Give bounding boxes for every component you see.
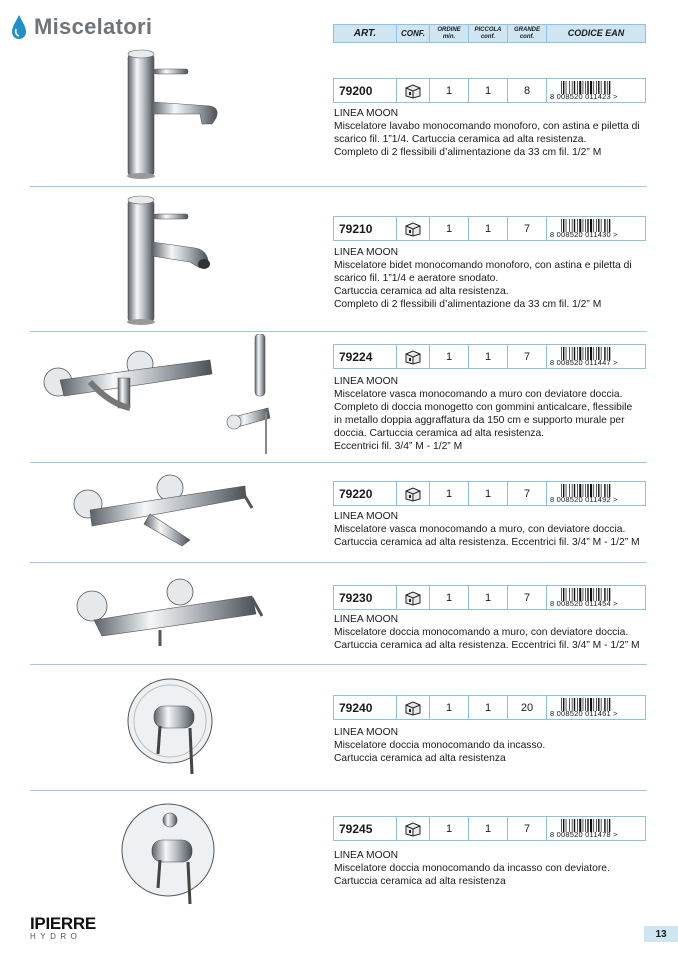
ean-code: 8 008520 011423 > <box>550 92 618 101</box>
description-line: LINEA MOON <box>334 727 399 738</box>
grande-conf: 7 <box>508 482 547 505</box>
product-code-row <box>333 78 646 103</box>
product-description <box>334 849 654 888</box>
water-drop-icon <box>10 14 28 40</box>
product-code-row <box>333 816 646 841</box>
ean-cell <box>547 345 645 368</box>
grande-conf: 20 <box>508 696 547 719</box>
grande-conf: 7 <box>508 817 547 840</box>
ordine-min: 1 <box>430 586 469 609</box>
description-line: Miscelatore doccia monocomando da incasso. <box>334 740 546 751</box>
header-piccola: PICCOLA conf. <box>469 25 508 42</box>
product-code-row <box>333 481 646 506</box>
grande-conf: 8 <box>508 79 547 102</box>
description-line: Cartuccia ceramica ad alta resistenza. Eccentrici fil. 3/4” M - 1/2” M <box>334 640 640 651</box>
product-description <box>334 726 654 765</box>
piccola-conf: 1 <box>469 345 508 368</box>
article-code: 79220 <box>334 482 397 505</box>
description-line: LINEA MOON <box>334 108 399 119</box>
box-icon <box>404 486 422 502</box>
conf-cell <box>397 482 430 505</box>
ean-cell <box>547 217 645 240</box>
ordine-min: 1 <box>430 817 469 840</box>
description-line: Completo di 2 flessibili d’alimentazione da 33 cm fil. 1/2” M <box>334 299 602 310</box>
conf-cell <box>397 696 430 719</box>
description-line: Miscelatore vasca monocomando a muro con deviatore doccia. <box>334 389 623 400</box>
grande-conf: 7 <box>508 345 547 368</box>
header-grande: GRANDE conf. <box>508 25 547 42</box>
header-ordine: ORDINE min. <box>430 25 469 42</box>
description-line: doccia. Cartuccia ceramica ad alta resistenza. <box>334 428 545 439</box>
header-conf: CONF. <box>397 25 430 42</box>
ean-code: 8 008520 011430 > <box>550 230 618 239</box>
article-code: 79210 <box>334 217 397 240</box>
product-image <box>30 334 330 458</box>
product-description <box>334 613 654 652</box>
description-line: LINEA MOON <box>334 850 399 861</box>
product-image <box>30 44 330 188</box>
ean-cell <box>547 817 645 840</box>
separator <box>30 462 647 463</box>
ordine-min: 1 <box>430 482 469 505</box>
ean-cell <box>547 482 645 505</box>
ordine-min: 1 <box>430 79 469 102</box>
product-image <box>30 576 330 665</box>
ordine-min: 1 <box>430 217 469 240</box>
separator <box>30 562 647 563</box>
product-image <box>30 800 330 914</box>
piccola-conf: 1 <box>469 217 508 240</box>
box-icon <box>404 221 422 237</box>
ordine-min: 1 <box>430 696 469 719</box>
product-image <box>30 474 330 563</box>
description-line: in metallo doppia aggraffatura da 150 cm e supporto murale per <box>334 415 625 426</box>
description-line: Cartuccia ceramica ad alta resistenza. Eccentrici fil. 3/4” M - 1/2” M <box>334 537 640 548</box>
product-description <box>334 107 654 159</box>
article-code: 79224 <box>334 345 397 368</box>
ean-cell <box>547 79 645 102</box>
product-description <box>334 510 654 549</box>
description-line: Completo di doccia monogetto con gommini anticalcare, flessibile <box>334 402 633 413</box>
ean-code: 8 008520 011478 > <box>550 830 618 839</box>
description-line: Miscelatore bidet monocomando monoforo, con astina e piletta di <box>334 260 632 271</box>
article-code: 79245 <box>334 817 397 840</box>
description-line: Miscelatore lavabo monocomando monoforo, con astina e piletta di <box>334 121 640 132</box>
piccola-conf: 1 <box>469 817 508 840</box>
separator <box>30 664 647 665</box>
ean-cell <box>547 696 645 719</box>
page-header <box>10 14 152 40</box>
conf-cell <box>397 817 430 840</box>
description-line: LINEA MOON <box>334 511 399 522</box>
brand-logo: IPIERRE HYDRO <box>30 914 96 941</box>
article-code: 79200 <box>334 79 397 102</box>
description-line: Completo di 2 flessibili d’alimentazione da 33 cm fil. 1/2” M <box>334 147 602 158</box>
ean-code: 8 008520 011454 > <box>550 599 618 608</box>
page-number: 13 <box>644 926 678 942</box>
conf-cell <box>397 345 430 368</box>
product-description <box>334 246 654 311</box>
ean-code: 8 008520 011461 > <box>550 709 618 718</box>
description-line: LINEA MOON <box>334 614 399 625</box>
description-line: LINEA MOON <box>334 376 399 387</box>
product-image <box>30 676 330 790</box>
description-line: Cartuccia ceramica ad alta resistenza <box>334 876 506 887</box>
box-icon <box>404 590 422 606</box>
piccola-conf: 1 <box>469 482 508 505</box>
grande-conf: 7 <box>508 586 547 609</box>
product-image <box>30 190 330 334</box>
product-description <box>334 375 654 453</box>
product-code-row <box>333 216 646 241</box>
description-line: Cartuccia ceramica ad alta resistenza. <box>334 286 509 297</box>
column-header <box>333 24 646 43</box>
article-code: 79240 <box>334 696 397 719</box>
ordine-min: 1 <box>430 345 469 368</box>
conf-cell <box>397 586 430 609</box>
box-icon <box>404 349 422 365</box>
description-line: Eccentrici fil. 3/4” M - 1/2” M <box>334 441 463 452</box>
description-line: Miscelatore vasca monocomando a muro, con deviatore doccia. <box>334 524 626 535</box>
ean-code: 8 008520 011492 > <box>550 495 618 504</box>
piccola-conf: 1 <box>469 79 508 102</box>
article-code: 79230 <box>334 586 397 609</box>
description-line: Miscelatore doccia monocomando da incasso con deviatore. <box>334 863 610 874</box>
separator <box>30 186 647 187</box>
box-icon <box>404 821 422 837</box>
ean-code: 8 008520 011447 > <box>550 358 618 367</box>
page-title: Miscelatori <box>34 14 153 39</box>
description-line: LINEA MOON <box>334 247 399 258</box>
box-icon <box>404 83 422 99</box>
ean-cell <box>547 586 645 609</box>
box-icon <box>404 700 422 716</box>
conf-cell <box>397 79 430 102</box>
description-line: Cartuccia ceramica ad alta resistenza <box>334 753 506 764</box>
product-code-row <box>333 344 646 369</box>
header-ean: CODICE EAN <box>547 25 645 42</box>
piccola-conf: 1 <box>469 586 508 609</box>
product-code-row <box>333 695 646 720</box>
description-line: scarico fil. 1”1/4. Cartuccia ceramica ad alta resistenza. <box>334 134 587 145</box>
conf-cell <box>397 217 430 240</box>
header-art: ART. <box>334 25 397 42</box>
piccola-conf: 1 <box>469 696 508 719</box>
separator <box>30 790 647 791</box>
separator <box>30 331 647 332</box>
product-code-row <box>333 585 646 610</box>
grande-conf: 7 <box>508 217 547 240</box>
description-line: scarico fil. 1”1/4 e aeratore snodato. <box>334 273 499 284</box>
description-line: Miscelatore doccia monocomando a muro, con deviatore doccia. <box>334 627 629 638</box>
